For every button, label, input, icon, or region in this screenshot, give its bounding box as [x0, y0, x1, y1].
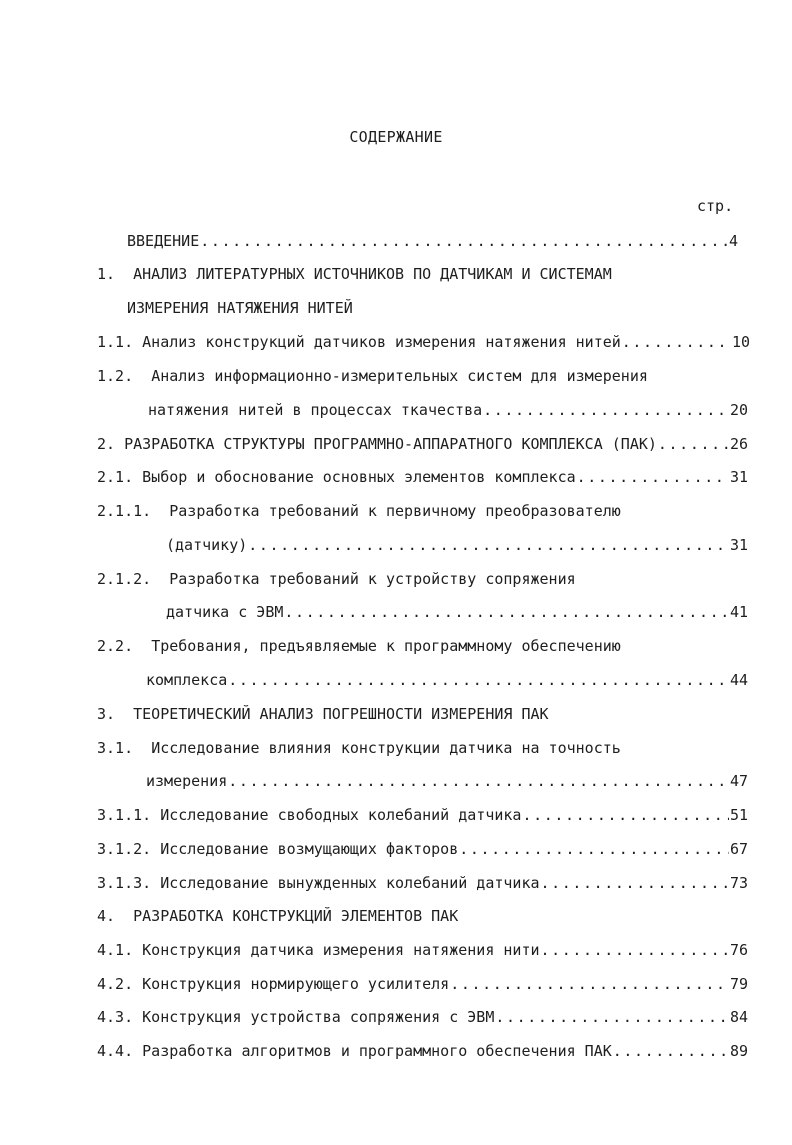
toc-entry-text: РАЗРАБОТКА КОНСТРУКЦИЙ ЭЛЕМЕНТОВ ПАК [133, 907, 459, 925]
dot-leader [495, 1006, 729, 1028]
toc-entry-page: 51 [729, 806, 748, 824]
toc-entry-text: Конструкция датчика измерения натяжения нити [142, 941, 540, 959]
toc-entry-text: РАЗРАБОТКА СТРУКТУРЫ ПРОГРАММНО-АППАРАТНОГО КОМПЛЕКСА (ПАК) [124, 435, 657, 453]
toc-entry-chapter-1 [97, 263, 612, 285]
toc-entry-page: 31 [729, 536, 748, 554]
toc-entry-4-1 [97, 939, 748, 961]
toc-entry-2-1-1 [97, 500, 621, 522]
toc-entry-3-1-1 [97, 804, 748, 826]
toc-entry-page: 84 [729, 1008, 748, 1026]
toc-entry-number: 3. [97, 705, 116, 723]
dot-leader [228, 770, 729, 792]
toc-entry-number: 3.1. [97, 739, 134, 757]
toc-entry-page: 31 [729, 468, 748, 486]
toc-entry-text: датчика с ЭВМ [166, 603, 284, 621]
toc-entry-page: 41 [729, 603, 748, 621]
toc-entry-1-2-cont [148, 399, 748, 421]
toc-entry-number: 2.2. [97, 637, 134, 655]
toc-entry-number: 3.1.2. [97, 840, 152, 858]
toc-entry-3-1-2 [97, 838, 748, 860]
toc-entry-page: 67 [729, 840, 748, 858]
toc-entry-number: 1.1. [97, 333, 134, 351]
toc-entry-page: 79 [729, 975, 748, 993]
toc-entry-text: ТЕОРЕТИЧЕСКИЙ АНАЛИЗ ПОГРЕШНОСТИ ИЗМЕРЕНИЯ ПАК [133, 705, 549, 723]
toc-entry-page: 4 [728, 232, 738, 250]
dot-leader [541, 872, 729, 894]
toc-entry-text: Исследование влияния конструкции датчика на точность [151, 739, 621, 757]
toc-entry-text: Разработка требований к устройству сопряжения [169, 570, 576, 588]
toc-entry-chapter-1-cont [127, 297, 353, 319]
dot-leader [284, 601, 729, 623]
toc-entry-text: ВВЕДЕНИЕ [127, 232, 200, 250]
toc-entry-1-2 [97, 365, 648, 387]
dot-leader [613, 1040, 729, 1062]
dot-leader [459, 838, 729, 860]
toc-entry-number: 4. [97, 907, 116, 925]
toc-entry-page: 10 [731, 333, 750, 351]
toc-entry-number: 4.2. [97, 975, 134, 993]
toc-entry-text: Требования, предъявляемые к программному обеспечению [151, 637, 621, 655]
toc-entry-2-1-2-cont [166, 601, 748, 623]
toc-entry-text: Исследование вынужденных колебаний датчика [160, 874, 540, 892]
toc-entry-text: измерения [146, 772, 228, 790]
dot-leader [450, 973, 729, 995]
dot-leader [577, 466, 729, 488]
toc-entry-text: Анализ конструкций датчиков измерения натяжения нитей [142, 333, 621, 351]
toc-entry-text: комплекса [146, 671, 228, 689]
toc-entry-chapter-4 [97, 905, 458, 927]
dot-leader [622, 331, 731, 353]
toc-entry-text: Разработка алгоритмов и программного обеспечения ПАК [142, 1042, 612, 1060]
toc-entry-page: 20 [729, 401, 748, 419]
toc-entry-2-2 [97, 635, 621, 657]
toc-entry-number: 2.1.1. [97, 502, 152, 520]
toc-entry-chapter-3 [97, 703, 549, 725]
toc-entry-2-1-2 [97, 568, 576, 590]
toc-entry-3-1-3 [97, 872, 748, 894]
toc-entry-chapter-2 [97, 433, 748, 455]
toc-entry-text: Разработка требований к первичному преобразователю [169, 502, 621, 520]
toc-entry-number: 4.4. [97, 1042, 134, 1060]
toc-entry-page: 47 [729, 772, 748, 790]
toc-entry-text: Исследование свободных колебаний датчика [160, 806, 522, 824]
toc-entry-1-1 [97, 331, 750, 353]
dot-leader [522, 804, 728, 826]
toc-entry-number: 1.2. [97, 367, 134, 385]
page-column-header: стр. [697, 197, 734, 215]
toc-entry-text: Выбор и обоснование основных элементов комплекса [142, 468, 576, 486]
toc-entry-text: Конструкция нормирующего усилителя [142, 975, 450, 993]
dot-leader [248, 534, 729, 556]
toc-entry-3-1-cont [146, 770, 748, 792]
toc-entry-introduction [127, 230, 738, 252]
toc-entry-2-2-cont [146, 669, 748, 691]
toc-entry-number: 4.3. [97, 1008, 134, 1026]
toc-entry-text: натяжения нитей в процессах ткачества [148, 401, 483, 419]
toc-entry-number: 2.1.2. [97, 570, 152, 588]
page-title: СОДЕРЖАНИЕ [349, 128, 443, 146]
dot-leader [483, 399, 729, 421]
toc-entry-number: 2.1. [97, 468, 134, 486]
toc-entry-page: 44 [729, 671, 748, 689]
toc-entry-number: 1. [97, 265, 116, 283]
toc-entry-text: АНАЛИЗ ЛИТЕРАТУРНЫХ ИСТОЧНИКОВ ПО ДАТЧИКАМ И СИСТЕМАМ [133, 265, 612, 283]
toc-entry-3-1 [97, 737, 621, 759]
toc-entry-text: Исследование возмущающих факторов [160, 840, 459, 858]
toc-entry-page: 73 [729, 874, 748, 892]
toc-entry-number: 3.1.3. [97, 874, 152, 892]
toc-entry-number: 3.1.1. [97, 806, 152, 824]
toc-entry-4-4 [97, 1040, 748, 1062]
dot-leader [541, 939, 729, 961]
toc-entry-text: Анализ информационно-измерительных систем для измерения [151, 367, 648, 385]
toc-entry-4-3 [97, 1006, 748, 1028]
toc-entry-number: 2. [97, 435, 116, 453]
toc-entry-2-1-1-cont [166, 534, 748, 556]
dot-leader [658, 433, 729, 455]
toc-entry-text: (датчику) [166, 536, 248, 554]
dot-leader [200, 230, 728, 252]
toc-entry-4-2 [97, 973, 748, 995]
toc-entry-page: 26 [729, 435, 748, 453]
toc-entry-text: Конструкция устройства сопряжения с ЭВМ [142, 1008, 495, 1026]
toc-entry-page: 89 [729, 1042, 748, 1060]
dot-leader [228, 669, 729, 691]
toc-entry-number: 4.1. [97, 941, 134, 959]
toc-entry-page: 76 [729, 941, 748, 959]
toc-entry-2-1 [97, 466, 748, 488]
toc-entry-text: ИЗМЕРЕНИЯ НАТЯЖЕНИЯ НИТЕЙ [127, 299, 353, 317]
